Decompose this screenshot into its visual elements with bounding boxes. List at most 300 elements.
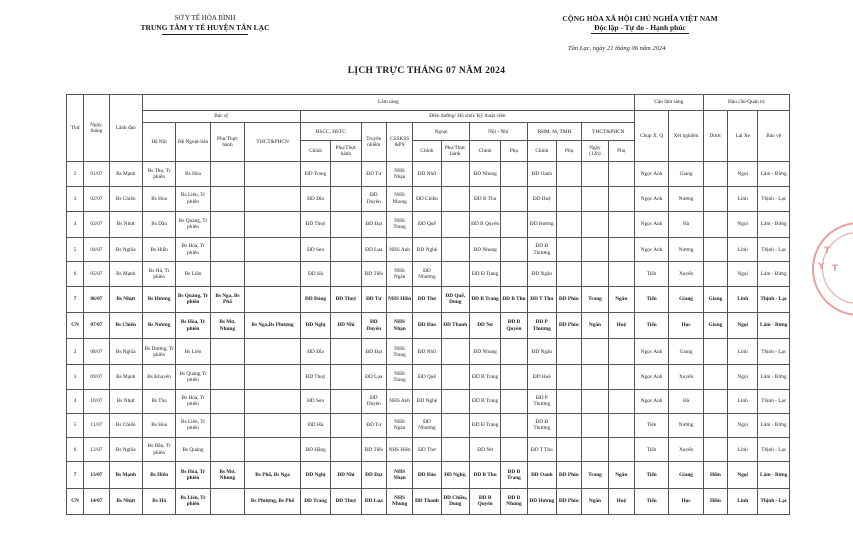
table-cell: 5 xyxy=(67,238,84,262)
table-cell: Tiến xyxy=(634,438,668,462)
col-he-noi: Hệ Nội xyxy=(142,123,175,162)
table-cell: ĐD Huệ xyxy=(527,186,556,211)
table-cell: 02/07 xyxy=(84,186,109,211)
table-cell: Linh xyxy=(728,186,758,211)
col-noi-nhi-chinh: Chính xyxy=(469,141,500,162)
table-cell: Giang xyxy=(669,339,703,365)
table-cell: ĐD Sen xyxy=(300,389,330,413)
table-cell: Bs Mạnh xyxy=(109,365,142,389)
table-cell: ĐD Duyên xyxy=(361,389,386,413)
table-cell xyxy=(210,238,244,262)
table-cell: ĐD Quế xyxy=(413,211,441,237)
col-ngoai: Ngoại xyxy=(413,123,470,141)
table-cell: Ngọi xyxy=(728,312,758,338)
table-cell xyxy=(608,339,634,365)
table-cell: ĐD Đạt xyxy=(361,211,386,237)
table-cell: ĐD Nhi xyxy=(331,462,361,488)
table-cell xyxy=(441,413,469,437)
table-cell: ĐD B Trang xyxy=(469,389,500,413)
table-cell: Lâm - Bừng xyxy=(758,211,790,237)
table-cell: ĐD Oanh xyxy=(527,462,556,488)
table-cell xyxy=(703,238,727,262)
table-cell: Ngọc Anh xyxy=(634,211,668,237)
table-cell: Giang xyxy=(669,162,703,186)
table-cell xyxy=(210,339,244,365)
col-yhct-phu: Phụ xyxy=(608,141,634,162)
table-cell: ĐD Lụa xyxy=(361,488,386,514)
table-cell: NHS Nhung xyxy=(386,186,412,211)
schedule-table-wrap xyxy=(66,94,790,515)
table-cell: ĐD Duyên xyxy=(361,186,386,211)
table-cell: Lâm - Bừng xyxy=(758,413,790,437)
table-cell: ĐD P Thương xyxy=(527,312,556,338)
table-cell: Nương xyxy=(669,413,703,437)
table-cell: ĐD B Nhung xyxy=(501,488,527,514)
col-hscc-phu: Phụ/Thực hành xyxy=(331,141,361,162)
table-cell: ĐD Nhữ xyxy=(413,339,441,365)
table-cell: NHS Ngân xyxy=(386,413,412,437)
table-cell: Ngọi xyxy=(728,462,758,488)
table-row xyxy=(67,413,790,437)
table-cell: ĐD Thuỷ xyxy=(331,488,361,514)
schedule-table xyxy=(66,94,790,515)
col-ngay: Ngày, tháng xyxy=(84,95,109,162)
table-cell: Tiến xyxy=(634,286,668,312)
table-cell xyxy=(441,365,469,389)
table-cell: NHS Anh xyxy=(386,389,412,413)
table-cell: ĐD Tư xyxy=(361,286,386,312)
table-cell: NHS Nhạn xyxy=(386,312,412,338)
table-cell: ĐD Quế, Dung xyxy=(441,286,469,312)
table-cell: Lâm - Bừng xyxy=(758,462,790,488)
table-cell: Bs Liên xyxy=(176,339,210,365)
table-cell xyxy=(501,339,527,365)
table-cell: ĐD Nhữ xyxy=(413,162,441,186)
table-cell: ĐD Phúc xyxy=(556,488,581,514)
table-cell: Bs Nga,Bs Phượng xyxy=(245,312,301,338)
table-cell xyxy=(703,438,727,462)
table-cell: ĐD Hương xyxy=(527,211,556,237)
table-cell: ĐD Hương xyxy=(527,488,556,514)
table-cell: 12/07 xyxy=(84,438,109,462)
table-cell xyxy=(556,389,581,413)
table-cell xyxy=(556,339,581,365)
col-thu: Thứ xyxy=(67,95,84,162)
table-cell: Bs Dần, Tr phiên xyxy=(142,438,175,462)
table-cell: Thịnh - Lạc xyxy=(758,339,790,365)
table-cell xyxy=(703,186,727,211)
table-cell: ĐD Đĩa xyxy=(300,186,330,211)
table-cell: Nương xyxy=(669,238,703,262)
table-cell: Bs Mạnh xyxy=(109,462,142,488)
table-cell: Lâm - Bừng xyxy=(758,312,790,338)
table-cell: 2 xyxy=(67,339,84,365)
table-cell xyxy=(556,365,581,389)
table-cell: ĐD Nhung xyxy=(469,162,500,186)
seal-letter: Y xyxy=(818,262,825,272)
table-cell xyxy=(608,238,634,262)
table-cell: Bs Mạnh xyxy=(109,162,142,186)
table-cell: Bs Liên, Tr phiên xyxy=(176,186,210,211)
col-rhm-chinh: Chính xyxy=(527,141,556,162)
table-cell xyxy=(245,162,301,186)
table-cell xyxy=(210,262,244,286)
table-cell: NHS Trang xyxy=(386,339,412,365)
table-cell: Ngọi xyxy=(728,262,758,286)
table-cell xyxy=(608,413,634,437)
table-cell xyxy=(703,211,727,237)
table-cell xyxy=(501,211,527,237)
table-cell xyxy=(501,438,527,462)
national-header xyxy=(520,14,760,34)
table-cell: ĐD Đào xyxy=(413,462,441,488)
table-cell: Giang xyxy=(703,312,727,338)
col-xet-nghiem: Xét nghiệm xyxy=(669,110,703,162)
table-cell: NHS Nhạn xyxy=(386,462,412,488)
table-cell: Bs Hòa xyxy=(176,162,210,186)
red-seal-stamp xyxy=(812,222,853,316)
table-cell xyxy=(210,365,244,389)
table-cell: ĐD Hà xyxy=(300,262,330,286)
table-cell: Bs Phố, Bs Nga xyxy=(245,462,301,488)
table-cell: NHS Nhạn xyxy=(386,162,412,186)
table-cell: 01/07 xyxy=(84,162,109,186)
table-cell: Bs Mơ, Nhung xyxy=(210,462,244,488)
table-cell: ĐD Thuỷ xyxy=(300,365,330,389)
table-cell: Bs Hiển xyxy=(142,238,175,262)
table-cell: Bs Nghĩa xyxy=(109,339,142,365)
table-cell: ĐD Nghị xyxy=(300,312,330,338)
table-row xyxy=(67,365,790,389)
table-cell: Bs Quảng xyxy=(176,438,210,462)
table-cell: NHS Anh xyxy=(386,238,412,262)
table-cell: Bs Hòa, Tr phiên xyxy=(176,462,210,488)
table-row xyxy=(67,238,790,262)
table-cell: Tiến xyxy=(634,413,668,437)
table-cell: Bs Nghĩa xyxy=(109,238,142,262)
col-truyen-nhiem: Truyền nhiễm xyxy=(361,123,386,162)
table-cell xyxy=(441,211,469,237)
table-cell: NHS Trang xyxy=(386,211,412,237)
table-cell: ĐD Thuỷ xyxy=(331,286,361,312)
table-cell xyxy=(331,238,361,262)
table-cell: ĐD T Thu xyxy=(527,438,556,462)
table-cell xyxy=(703,339,727,365)
document-title: LỊCH TRỰC THÁNG 07 NĂM 2024 xyxy=(347,66,506,76)
table-cell xyxy=(556,211,581,237)
table-cell xyxy=(245,365,301,389)
table-cell: ĐD Duyên xyxy=(361,312,386,338)
table-cell: ĐD Chiều, Dung xyxy=(441,488,469,514)
org-name: TRUNG TÂM Y TẾ HUYỆN TÂN LẠC xyxy=(140,23,270,32)
table-cell xyxy=(501,413,527,437)
table-cell: ĐD Huệ xyxy=(527,365,556,389)
table-cell: Bs Hòa, Tr phiên xyxy=(176,312,210,338)
table-cell xyxy=(210,488,244,514)
table-cell: Ngọi xyxy=(728,162,758,186)
table-cell: CN xyxy=(67,312,84,338)
table-cell: Giang xyxy=(669,462,703,488)
table-cell xyxy=(331,389,361,413)
table-cell: Ngọi xyxy=(728,413,758,437)
org-underline xyxy=(162,34,248,35)
table-cell: CN xyxy=(67,488,84,514)
table-cell xyxy=(331,262,361,286)
table-cell: Bs Hoa xyxy=(142,413,175,437)
table-cell: ĐD Nhương xyxy=(413,262,441,286)
table-cell xyxy=(210,162,244,186)
table-cell: Ngọc Anh xyxy=(634,238,668,262)
col-bac-si: Bác sỹ xyxy=(142,110,300,123)
table-cell: Bs Quảng Tr phiên xyxy=(176,365,210,389)
table-cell xyxy=(703,389,727,413)
table-cell xyxy=(582,339,608,365)
table-cell xyxy=(608,262,634,286)
table-cell: Bs Quảng, Tr phiên xyxy=(176,211,210,237)
table-cell: 3 xyxy=(67,365,84,389)
table-row xyxy=(67,339,790,365)
table-cell xyxy=(703,162,727,186)
table-cell xyxy=(582,438,608,462)
table-cell: Bs Nga, Bs Phố xyxy=(210,286,244,312)
table-cell: Nương xyxy=(669,186,703,211)
seal-letter: T xyxy=(824,246,831,256)
col-hscc-chinh: Chính xyxy=(300,141,330,162)
col-yhct-ngay: Ngày (12h) xyxy=(582,141,608,162)
table-cell: Bs Thọ, Tr phiên xyxy=(142,162,175,186)
table-cell: Giang xyxy=(703,286,727,312)
table-cell: Bs Thọ xyxy=(142,389,175,413)
table-cell: ĐD Nghệ xyxy=(413,238,441,262)
table-cell xyxy=(331,162,361,186)
table-cell: ĐD Ngân xyxy=(527,262,556,286)
table-row xyxy=(67,211,790,237)
col-yhct2: YHCT&PHCN xyxy=(582,123,635,141)
table-cell: ĐD Tư xyxy=(361,162,386,186)
table-cell: Ngọc Anh xyxy=(634,186,668,211)
table-cell: Bs Mơ, Nhung xyxy=(210,312,244,338)
table-cell xyxy=(441,339,469,365)
table-cell xyxy=(331,186,361,211)
table-cell: ĐD Đạt xyxy=(361,339,386,365)
table-cell: Bs Dần xyxy=(142,211,175,237)
table-cell: Xuyến xyxy=(669,438,703,462)
table-cell xyxy=(703,262,727,286)
table-cell: Bs Hòa, Tr phiên xyxy=(176,389,210,413)
table-cell: ĐD B Quyên xyxy=(469,488,500,514)
motto: Độc lập - Tự do - Hạnh phúc xyxy=(594,23,686,32)
table-cell xyxy=(245,438,301,462)
table-cell: Bs Mạnh xyxy=(109,262,142,286)
table-cell xyxy=(582,162,608,186)
table-cell: ĐD Trang xyxy=(300,162,330,186)
table-cell: Bs Chiến xyxy=(109,312,142,338)
table-cell xyxy=(331,413,361,437)
table-cell xyxy=(582,389,608,413)
table-cell xyxy=(245,238,301,262)
table-cell: 08/07 xyxy=(84,339,109,365)
table-cell: 04/07 xyxy=(84,238,109,262)
table-cell: 14/07 xyxy=(84,488,109,514)
table-cell: 7 xyxy=(67,462,84,488)
table-cell: ĐD Hà xyxy=(300,413,330,437)
col-noi-nhi: Nội - Nhi xyxy=(469,123,527,141)
table-cell: Học xyxy=(669,488,703,514)
table-cell xyxy=(501,262,527,286)
col-rhm: RHM, M, TMH xyxy=(527,123,582,141)
table-cell: Ngân xyxy=(582,312,608,338)
table-cell: Bs Liên, Tr phiên xyxy=(176,488,210,514)
table-cell: ĐD Phúc xyxy=(556,286,581,312)
table-cell: Thịnh - Lạc xyxy=(758,488,790,514)
table-cell: Ngân xyxy=(582,488,608,514)
table-cell xyxy=(582,238,608,262)
table-cell: ĐD Đ Trang xyxy=(469,262,500,286)
table-cell xyxy=(331,438,361,462)
table-cell: Bs Nghĩa xyxy=(109,438,142,462)
table-cell: 6 xyxy=(67,262,84,286)
col-cssk: CSSKSS &PS xyxy=(386,123,412,162)
col-duoc: Dược xyxy=(703,110,727,162)
table-cell: Huệ xyxy=(608,312,634,338)
table-cell: ĐD B Trang xyxy=(469,286,500,312)
table-cell: Giang xyxy=(669,286,703,312)
table-cell: ĐD Đảng xyxy=(300,286,330,312)
table-cell xyxy=(556,238,581,262)
table-cell: Ngọc Anh xyxy=(634,162,668,186)
col-lanh-dao: Lãnh đạo xyxy=(109,95,142,162)
table-cell: ĐD Phúc xyxy=(556,462,581,488)
table-cell: ĐD Đạt xyxy=(361,462,386,488)
table-cell xyxy=(608,162,634,186)
table-cell xyxy=(582,211,608,237)
table-cell: Thịnh - Lạc xyxy=(758,186,790,211)
table-cell xyxy=(245,389,301,413)
table-cell: ĐD Nhung xyxy=(469,238,500,262)
table-cell: ĐD Hằng xyxy=(300,438,330,462)
table-cell: ĐD Nơ xyxy=(469,312,500,338)
org-parent: SỞ Y TẾ HÒA BÌNH xyxy=(174,14,236,22)
table-cell: 07/07 xyxy=(84,312,109,338)
col-noi-nhi-phu: Phụ xyxy=(501,141,527,162)
motto-underline xyxy=(591,33,689,34)
table-cell: 6 xyxy=(67,438,84,462)
col-rhm-phu: Phụ xyxy=(556,141,581,162)
table-cell: 3 xyxy=(67,186,84,211)
table-cell: Bs Chiến xyxy=(109,413,142,437)
table-cell: Huệ xyxy=(608,488,634,514)
table-cell: ĐD Nơ xyxy=(469,438,500,462)
table-cell: 4 xyxy=(67,211,84,237)
table-cell: Ngọc Anh xyxy=(634,339,668,365)
table-cell: ĐD Đ Trang xyxy=(469,413,500,437)
table-cell: Xuyến xyxy=(669,365,703,389)
table-cell: Bs Nhựt xyxy=(109,389,142,413)
issue-date: Tân Lạc, ngày 21 tháng 06 năm 2024 xyxy=(568,45,666,52)
table-cell xyxy=(556,262,581,286)
table-cell xyxy=(245,339,301,365)
table-cell: Bs Dương, Tr phiên xyxy=(142,339,175,365)
table-cell: Bs Hà, Tr phiên xyxy=(142,262,175,286)
col-dieu-duong: Điều dưỡng/ Hộ sinh/ Kỹ thuật viên xyxy=(300,110,634,123)
table-cell: ĐD Tiến xyxy=(361,262,386,286)
table-cell: ĐD Nghệ, xyxy=(441,462,469,488)
table-cell: Bs Nhựt xyxy=(109,488,142,514)
table-cell: Tiến xyxy=(634,262,668,286)
table-cell xyxy=(441,438,469,462)
table-cell: Tiến xyxy=(634,488,668,514)
table-cell: Học xyxy=(669,312,703,338)
table-cell: ĐD Thuỷ xyxy=(300,211,330,237)
table-row xyxy=(67,262,790,286)
table-cell: Bs Hoa xyxy=(142,186,175,211)
table-cell: ĐD Nghị xyxy=(300,462,330,488)
table-cell: ĐD Đ Thương xyxy=(527,238,556,262)
table-cell: ĐD Nhương xyxy=(413,413,441,437)
table-cell: Linh xyxy=(728,488,758,514)
table-cell xyxy=(441,186,469,211)
table-cell: ĐD B Quyên xyxy=(501,312,527,338)
table-cell: NHS Hiền xyxy=(386,286,412,312)
table-cell xyxy=(501,162,527,186)
col-hscc: HSCC, HSTC xyxy=(300,123,361,141)
table-cell: ĐD Tiến xyxy=(361,438,386,462)
table-cell: Thịnh - Lạc xyxy=(758,389,790,413)
table-cell: Bs Hương xyxy=(142,286,175,312)
table-cell: NHS Trang xyxy=(386,365,412,389)
table-cell: 4 xyxy=(67,389,84,413)
table-cell xyxy=(608,211,634,237)
table-cell: Bs Liên, Tr phiên xyxy=(176,413,210,437)
table-cell: Bs Hiển xyxy=(142,462,175,488)
table-cell: Hà xyxy=(669,389,703,413)
table-row xyxy=(67,389,790,413)
table-cell: Bs Chiến xyxy=(109,186,142,211)
col-hau-can: Hậu cần-Quản trị xyxy=(703,95,789,111)
table-cell xyxy=(331,365,361,389)
issuer-block xyxy=(100,14,310,35)
table-cell: ĐD B Trang xyxy=(469,365,500,389)
table-cell xyxy=(608,438,634,462)
table-cell xyxy=(245,286,301,312)
table-cell: ĐD Thanh xyxy=(441,312,469,338)
table-cell xyxy=(210,186,244,211)
table-cell: 10/07 xyxy=(84,389,109,413)
table-cell xyxy=(582,413,608,437)
table-cell: 09/07 xyxy=(84,365,109,389)
col-ngoai-chinh: Chính xyxy=(413,141,441,162)
table-cell: Trang xyxy=(582,286,608,312)
table-cell: Bs Phượng, Bs Phố xyxy=(245,488,301,514)
table-cell: ĐD B Quyên xyxy=(469,211,500,237)
table-cell: Ngọi xyxy=(728,365,758,389)
table-cell xyxy=(556,162,581,186)
table-cell xyxy=(608,365,634,389)
table-cell xyxy=(441,162,469,186)
table-cell: Ngọc Anh xyxy=(634,365,668,389)
table-cell xyxy=(441,262,469,286)
table-cell xyxy=(501,186,527,211)
table-cell: Linh xyxy=(728,389,758,413)
table-cell: 2 xyxy=(67,162,84,186)
table-cell: ĐD Lụa xyxy=(361,238,386,262)
table-cell xyxy=(210,438,244,462)
table-cell: ĐD Đ Trang xyxy=(501,462,527,488)
table-row xyxy=(67,312,790,338)
table-cell: Thịnh - Lạc xyxy=(758,238,790,262)
table-cell: ĐD Trang xyxy=(300,488,330,514)
table-cell: ĐD Thơ xyxy=(413,438,441,462)
